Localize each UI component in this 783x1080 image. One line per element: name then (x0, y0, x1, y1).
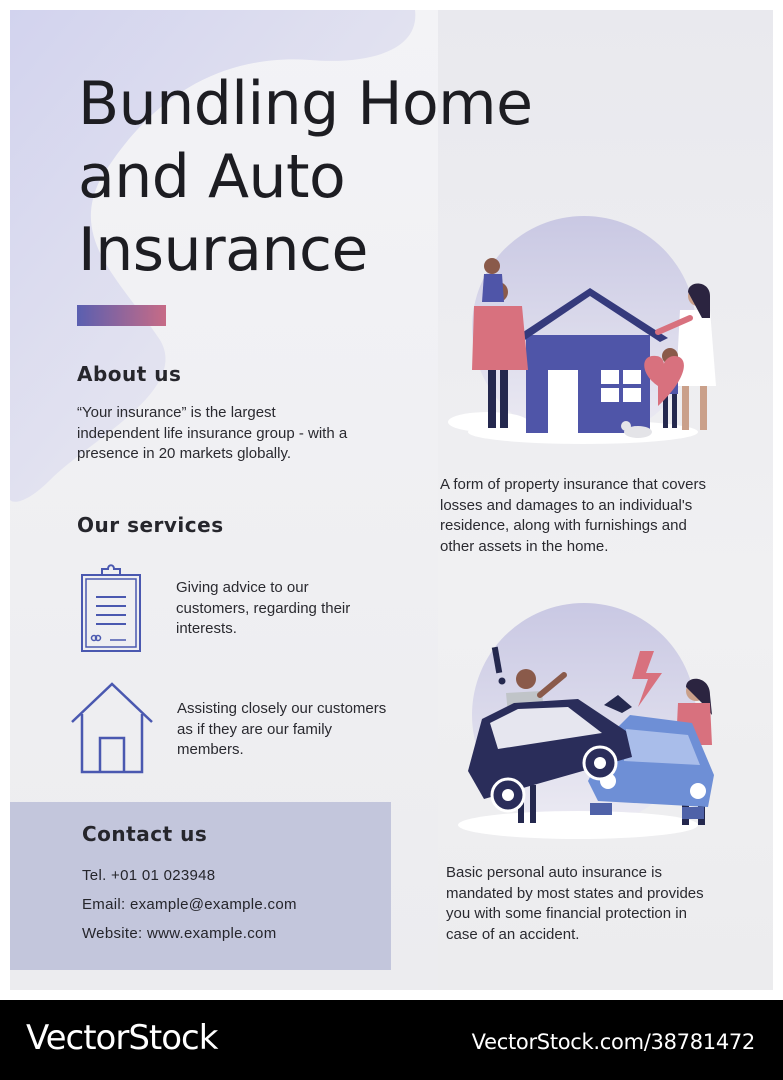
clipboard-icon (78, 563, 144, 655)
services-heading: Our services (77, 513, 224, 537)
car-accident-illustration (418, 595, 738, 840)
contact-email[interactable]: Email: example@example.com (82, 896, 297, 913)
flyer-page (10, 10, 773, 990)
service-item-advice: Giving advice to our customers, regarding their interests. (176, 579, 351, 637)
house-outline-icon (68, 680, 156, 776)
home-insurance-text: A form of property insurance that covers losses and damages to an individual's residence, along with furnishings and other assets in the home. (440, 476, 706, 555)
accent-bar (77, 305, 166, 326)
page-title: Bundling Home and Auto Insurance (78, 69, 533, 285)
about-heading: About us (77, 362, 182, 386)
watermark-id: VectorStock.com/38781472 (471, 1030, 755, 1054)
contact-heading: Contact us (82, 822, 208, 846)
family-house-illustration (418, 210, 738, 450)
service-item-family: Assisting closely our customers as if they are our family members. (177, 700, 387, 758)
auto-insurance-text: Basic personal auto insurance is mandated by most states and provides you with some financial protection in case of an accident. (446, 864, 704, 943)
contact-phone[interactable]: Tel. +01 01 023948 (82, 867, 216, 884)
about-text: “Your insurance” is the largest independent life insurance group - with a presence in 20 markets globally. (77, 404, 348, 462)
contact-website[interactable]: Website: www.example.com (82, 925, 277, 942)
watermark-brand: VectorStock (26, 1018, 218, 1058)
